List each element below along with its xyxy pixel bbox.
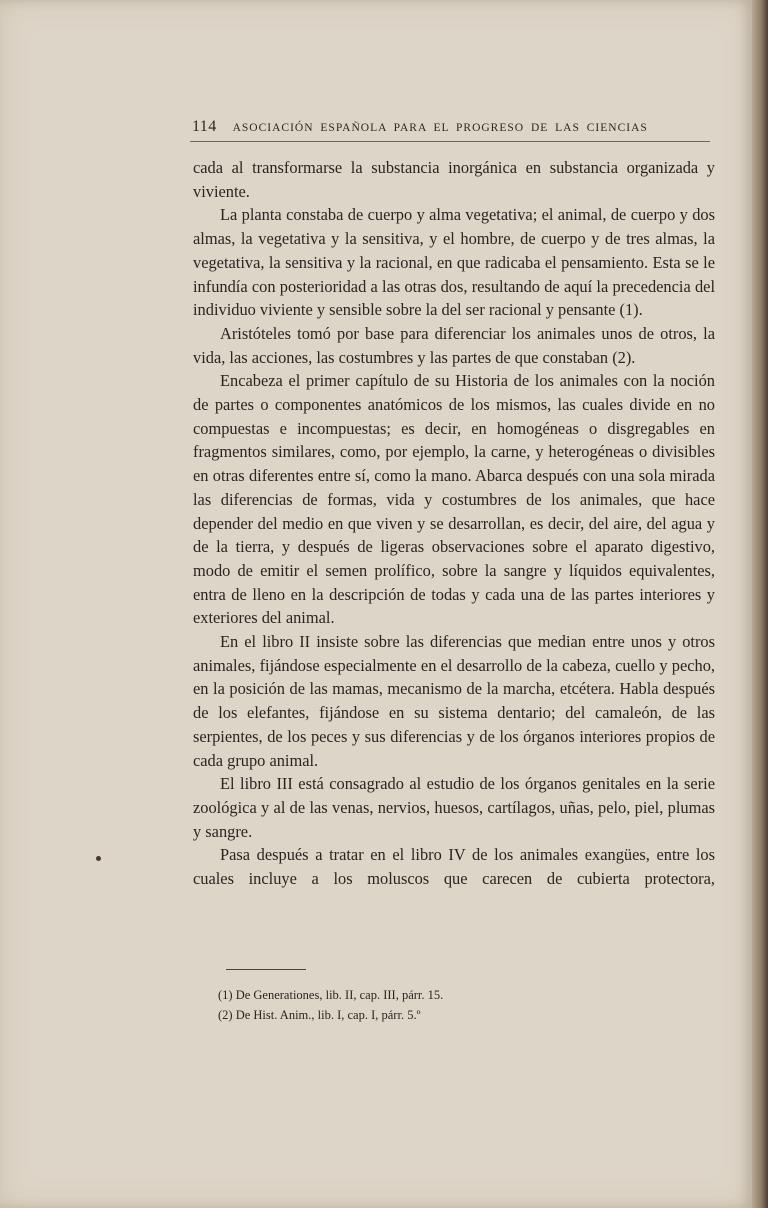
- paragraph-1: cada al transformarse la substancia inorgánica en substancia organizada y viviente.: [193, 158, 715, 201]
- paragraph-6: El libro III está consagrado al estudio de los órganos genitales en la serie zoológica y al de las venas, nervios, huesos, cartílagos, uñas, pelo, piel, plumas y sangre.: [193, 774, 715, 841]
- page-header: [192, 118, 716, 136]
- footnote-1: (1) De Generationes, lib. II, cap. III, párr. 15.: [218, 988, 444, 1002]
- footnotes: [218, 985, 698, 1025]
- running-title: ASOCIACIÓN ESPAÑOLA PARA EL PROGRESO DE LAS CIENCIAS: [232, 122, 648, 134]
- footnote-rule: [226, 969, 306, 970]
- body-text: [193, 156, 715, 891]
- header-rule: [190, 141, 710, 142]
- page-number: 114: [192, 118, 217, 135]
- paragraph-7: Pasa después a tratar en el libro IV de los animales exangües, entre los cuales incluye a los moluscos que carecen de cubierta protectora,: [193, 845, 715, 889]
- footnote-2: (2) De Hist. Anim., lib. I, cap. I, párr. 5.º: [218, 1008, 421, 1022]
- paragraph-3: Aristóteles tomó por base para diferenciar los animales unos de otros, la vida, las acciones, las costumbres y las partes de que constaban (2).: [193, 323, 715, 367]
- paragraph-4: Encabeza el primer capítulo de su Historia de los animales con la noción de partes o componentes anatómicos de los mismos, las cuales divide en no compuestas e incompuestas; es decir, en homogéneas o disgregables en fragmentos similares, como, por ejemplo, la carne, y heterogéneas o divisibles en otras diferentes entre sí, como la mano. Abarca después con una sola mirada las diferencias de formas, vida y costumbres de los animales, que hace depender del medio en que viven y se desarrollan, es decir, del aire, del agua y de la tierra, y después de ligeras observaciones sobre el aparato digestivo, modo de emitir el semen prolífico, sobre la sangre y líquidos equivalentes, entra de lleno en la descripción de todas y cada una de las partes interiores y exteriores del animal.: [193, 371, 715, 628]
- book-spine-edge: [752, 0, 768, 1208]
- paragraph-5: En el libro II insiste sobre las diferencias que median entre unos y otros animales, fijándose especialmente en el desarrollo de la cabeza, cuello y pecho, en la posición de las mamas, mecanismo de la marcha, etcétera. Habla después de los elefantes, fijándose en su sistema dentario; del camaleón, de las serpientes, de los peces y sus diferencias y de los órganos interiores propios de cada grupo animal.: [193, 632, 715, 770]
- paragraph-2: La planta constaba de cuerpo y alma vegetativa; el animal, de cuerpo y dos almas, la vegetativa y la sensitiva, y el hombre, de cuerpo y de tres almas, la vegetativa, la sensitiva y la racional, en que radicaba el pensamiento. Esta se le infundía con posterioridad a las otras dos, resultando de aquí la precedencia del individuo viviente y sensible sobre la del ser racional y pensante (1).: [193, 205, 715, 320]
- ink-speck: [96, 856, 101, 861]
